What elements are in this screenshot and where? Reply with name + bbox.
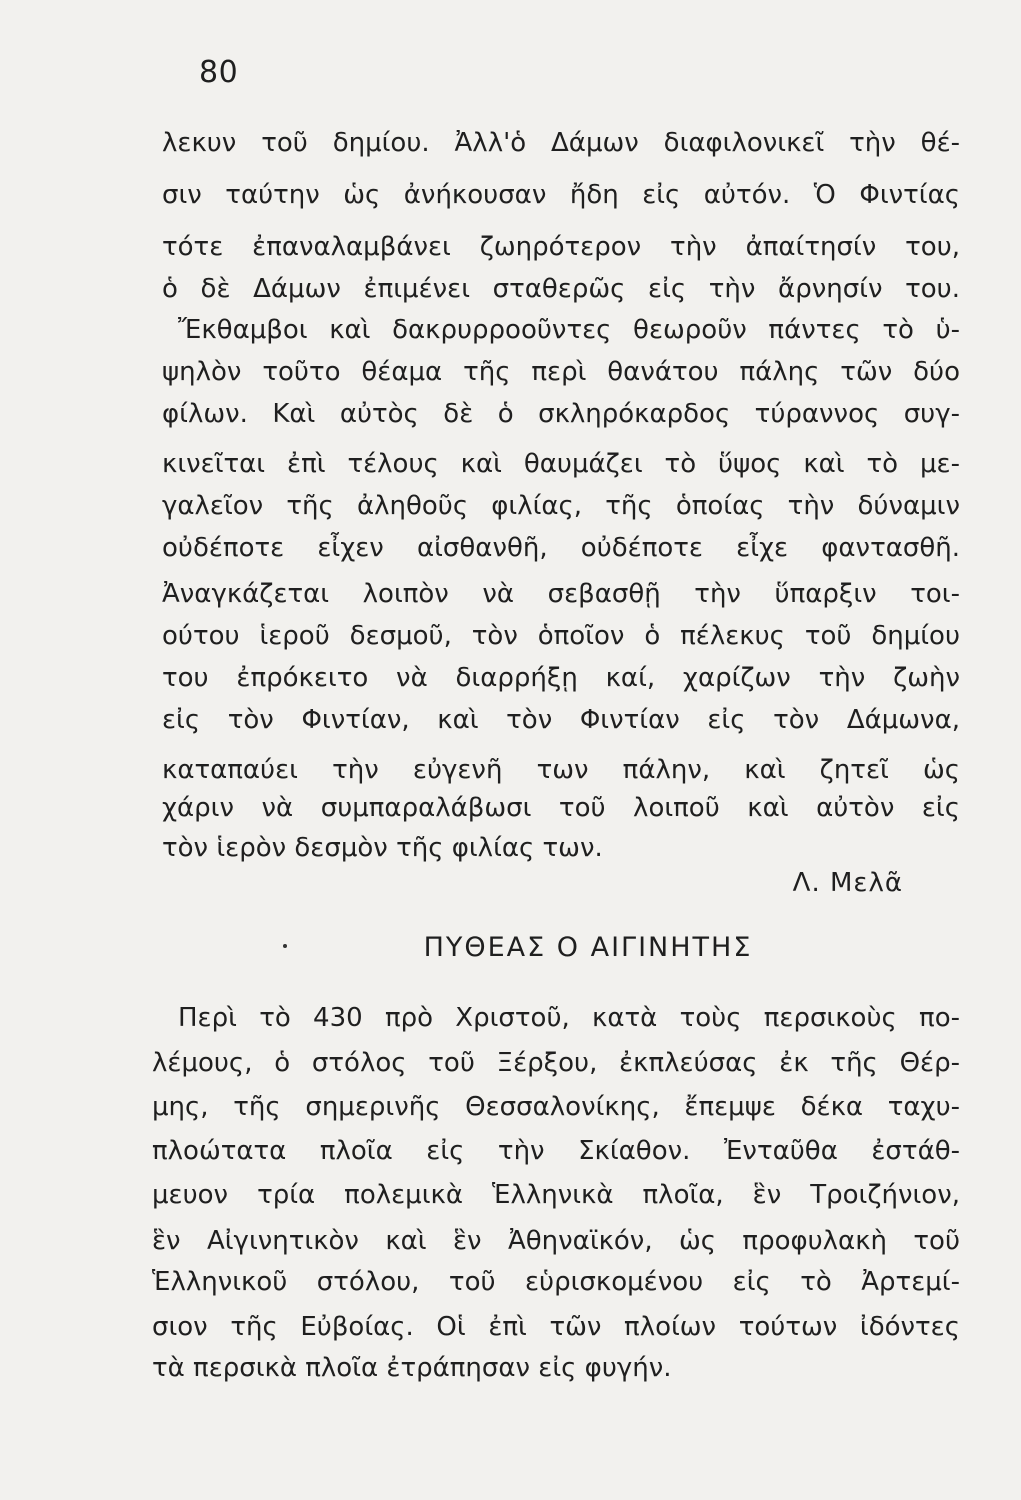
text-line: τὸν ἱερὸν δεσμὸν τῆς φιλίας των. [162,833,603,863]
section-heading: ΠΥΘΕΑΣ Ο ΑΙΓΙΝΗΤΗΣ [423,932,753,963]
text-line: ψηλὸν τοῦτο θέαμα τῆς περὶ θανάτου πάλης τῶν δύο [162,357,960,387]
text-line: του ἐπρόκειτο νὰ διαρρήξῃ καί, χαρίζων τὴν ζωὴν [162,663,960,693]
text-line: Ἔκθαμβοι καὶ δακρυρροοῦντες θεωροῦν πάντες τὸ ὑ- [178,315,960,345]
text-line: ὁ δὲ Δάμων ἐπιμένει σταθερῶς εἰς τὴν ἄρνησίν του. [162,274,960,304]
text-line: σιν ταύτην ὡς ἀνήκουσαν ἤδη εἰς αὐτόν. Ὁ Φιντίας [162,180,960,210]
text-line: καταπαύει τὴν εὐγενῆ των πάλην, καὶ ζητεῖ ὡς [162,755,960,785]
text-line: εἰς τὸν Φιντίαν, καὶ τὸν Φιντίαν εἰς τὸν Δάμωνα, [162,705,960,735]
text-line: Ἀναγκάζεται λοιπὸν νὰ σεβασθῇ τὴν ὕπαρξιν τοι- [162,579,960,609]
text-line: φίλων. Καὶ αὐτὸς δὲ ὁ σκληρόκαρδος τύραννος συγ- [162,399,960,429]
text-line: χάριν νὰ συμπαραλάβωσι τοῦ λοιποῦ καὶ αὐτὸν εἰς [162,793,960,823]
text-line: μευον τρία πολεμικὰ Ἑλληνικὰ πλοῖα, ἓν Τροιζήνιον, [152,1180,960,1210]
text-line: ἓν Αἰγινητικὸν καὶ ἓν Ἀθηναϊκόν, ὡς προφυλακὴ τοῦ [152,1226,960,1256]
text-line: τότε ἐπαναλαμβάνει ζωηρότερον τὴν ἀπαίτησίν του, [162,232,960,262]
text-line: Περὶ τὸ 430 πρὸ Χριστοῦ, κατὰ τοὺς περσικοὺς πο- [178,1003,960,1033]
text-line: λέμους, ὁ στόλος τοῦ Ξέρξου, ἐκπλεύσας ἐκ τῆς Θέρ- [152,1048,960,1078]
text-line: πλοώτατα πλοῖα εἰς τὴν Σκίαθον. Ἐνταῦθα ἐστάθ- [152,1136,960,1166]
text-line: λεκυν τοῦ δημίου. Ἀλλ'ὁ Δάμων διαφιλονικεῖ τὴν θέ- [162,128,960,158]
signature: Λ. Μελᾶ [792,868,903,898]
text-line: κινεῖται ἐπὶ τέλους καὶ θαυμάζει τὸ ὕψος καὶ τὸ με- [162,449,960,479]
text-line: γαλεῖον τῆς ἀληθοῦς φιλίας, τῆς ὁποίας τὴν δύναμιν [162,491,960,521]
text-line: οὐδέποτε εἶχεν αἰσθανθῆ, οὐδέποτε εἶχε φαντασθῆ. [162,533,960,563]
page-number: 80 [199,55,239,90]
text-line: σιον τῆς Εὐβοίας. Οἱ ἐπὶ τῶν πλοίων τούτων ἰδόντες [152,1312,960,1342]
text-line: Ἑλληνικοῦ στόλου, τοῦ εὑρισκομένου εἰς τὸ Ἀρτεμί- [152,1267,960,1297]
text-line: ούτου ἱεροῦ δεσμοῦ, τὸν ὁποῖον ὁ πέλεκυς τοῦ δημίου [162,621,960,651]
text-line: τὰ περσικὰ πλοῖα ἐτράπησαν εἰς φυγήν. [152,1353,672,1383]
text-line: μης, τῆς σημερινῆς Θεσσαλονίκης, ἔπεμψε δέκα ταχυ- [152,1092,960,1122]
